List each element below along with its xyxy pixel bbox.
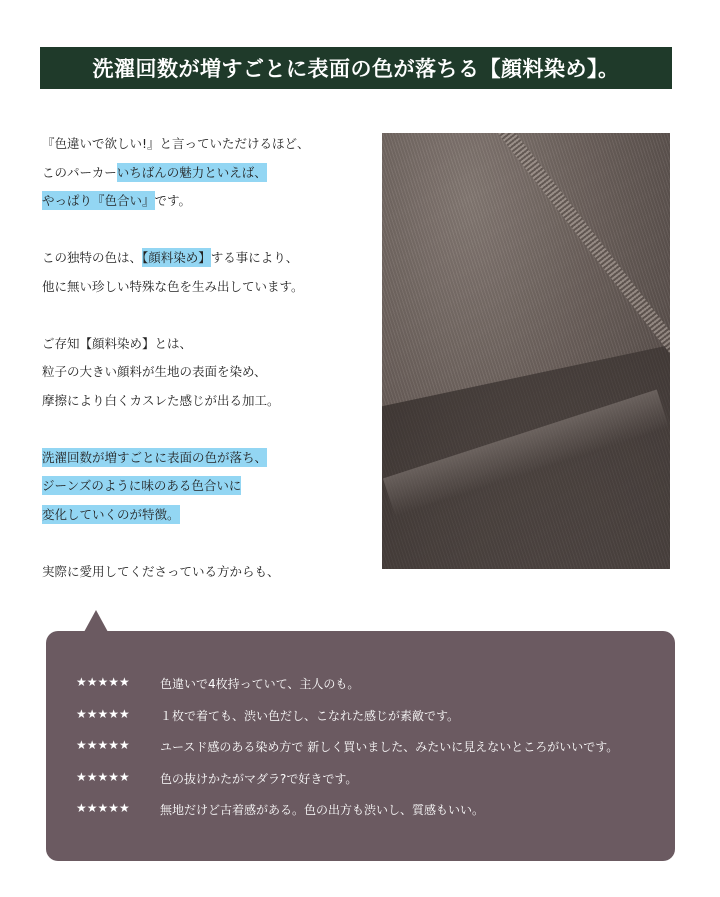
text-segment: 粒子の大きい顔料が生地の表面を染め、	[42, 364, 267, 379]
text-line	[42, 501, 372, 530]
star-rating: ★★★★★	[76, 706, 130, 721]
text-line	[42, 472, 372, 501]
text-segment: です。	[154, 193, 192, 208]
text-segment: ご存知【顔料染め】とは、	[42, 335, 193, 351]
highlighted-text: 洗濯回数が増すごとに表面の色が落ち、	[42, 449, 268, 465]
paragraph-gap	[42, 415, 372, 444]
review-item	[76, 675, 359, 692]
text-segment: 他に無い珍しい特殊な色を生み出しています。	[42, 278, 304, 294]
star-rating: ★★★★★	[76, 801, 130, 815]
review-item	[76, 738, 618, 755]
review-text: 無地だけど古着感がある。色の出方も渋いし、質感もいい。	[160, 803, 485, 817]
text-line	[42, 187, 372, 216]
text-line	[42, 130, 372, 159]
text-line	[42, 159, 372, 188]
page-title: 洗濯回数が増すごとに表面の色が落ちる【顔料染め】。	[92, 57, 620, 81]
fabric-closeup-photo	[382, 133, 670, 569]
text-line	[42, 558, 372, 587]
star-rating: ★★★★★	[76, 738, 130, 752]
review-text: １枚で着ても、渋い色だし、こなれた感じが素敵です。	[160, 708, 460, 723]
text-line	[42, 444, 372, 473]
text-segment: 摩擦により白くカスレた感じが出る加工。	[42, 392, 280, 408]
highlighted-text: いちばんの魅力といえば、	[116, 164, 267, 180]
paragraph-gap	[42, 216, 372, 245]
text-segment: このパーカー	[42, 164, 117, 180]
text-segment: する事により、	[210, 250, 299, 265]
text-line	[42, 358, 372, 387]
text-segment: 『色違いで欲しい!』と言っていただけるほど、	[42, 136, 310, 151]
text-line	[42, 387, 372, 416]
paragraph-gap	[42, 301, 372, 330]
star-rating: ★★★★★	[76, 769, 130, 784]
highlighted-text: ジーンズのように味のある色合いに	[42, 478, 242, 493]
review-text: 色違いで4枚持っていて、主人のも。	[160, 677, 360, 691]
highlighted-text: 変化していくのが特徴。	[42, 506, 180, 522]
text-line	[42, 330, 372, 359]
description-text	[42, 130, 372, 586]
star-rating: ★★★★★	[76, 675, 130, 689]
text-segment: この独特の色は、	[42, 250, 143, 265]
paragraph-gap	[42, 529, 372, 558]
highlighted-text: やっぱり『色合い』	[42, 193, 155, 208]
text-line	[42, 273, 372, 302]
highlighted-text: 【顔料染め】	[142, 250, 211, 265]
speech-bubble-pointer	[84, 610, 108, 632]
title-banner	[40, 47, 672, 89]
text-segment: 実際に愛用してくださっている方からも、	[42, 563, 280, 579]
review-item	[76, 801, 484, 818]
review-item	[76, 770, 357, 787]
review-text: 色の抜けかたがマダラ?で好きです。	[160, 771, 358, 786]
text-line	[42, 244, 372, 273]
review-item	[76, 707, 459, 724]
customer-reviews-box	[46, 631, 675, 861]
review-text: ユースド感のある染め方で 新しく買いました、みたいに見えないところがいいです。	[160, 740, 619, 754]
